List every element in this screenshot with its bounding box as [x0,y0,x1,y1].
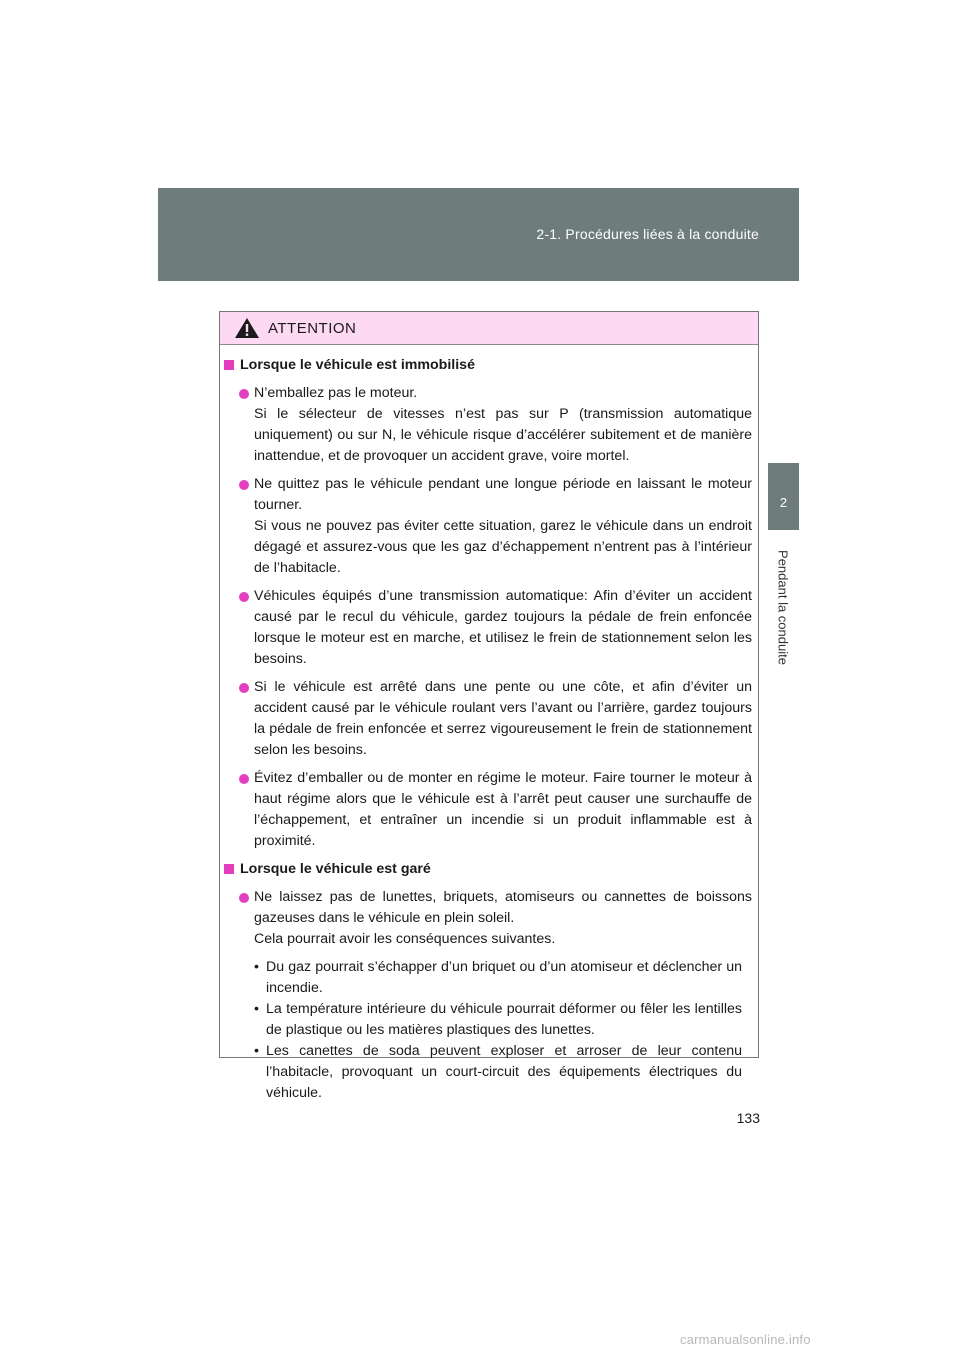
sub-list-item [224,1041,742,1104]
item-text: Véhicules équipés d’une transmission automatique: Afin d’éviter un accident causé par le recul du véhicule, gardez toujours la pédale de frein enfoncée lorsque le moteur est en marche, et utilisez le frein de stationnement selon les besoins. [254,588,752,667]
item-text: Ne quittez pas le véhicule pendant une longue période en laissant le moteur tourner. [254,476,752,513]
section-heading [224,859,752,880]
circle-bullet-icon [239,480,249,490]
dot-bullet: • [254,1043,259,1059]
item-text: Si le sélecteur de vitesses n’est pas sur P (transmission automatique uniquement) ou sur N, le véhicule risque d’accélérer subitement et de manière inattendue, et de provoquer un accident grave, voire mortel. [254,406,752,464]
item-text: N’emballez pas le moteur. [254,385,418,401]
header-band [158,188,799,281]
section-heading-text: Lorsque le véhicule est immobilisé [240,357,475,373]
item-text: Si le véhicule est arrêté dans une pente ou une côte, et afin d’éviter un accident causé par le véhicule roulant vers l’avant ou l’arrière, gardez toujours la pédale de frein enfoncée et serrez vigoureusement le frein de stationnement selon les besoins. [254,679,752,758]
circle-bullet-icon [239,592,249,602]
list-item [224,677,752,761]
circle-bullet-icon [239,893,249,903]
circle-bullet-icon [239,774,249,784]
dot-bullet: • [254,1001,259,1017]
sub-item-text: Les canettes de soda peuvent exploser et arroser de leur contenu l’habitacle, provoquant un court-circuit des équipements électriques du véhicule. [266,1043,742,1101]
warning-triangle-icon [234,317,260,339]
sub-item-text: Du gaz pourrait s’échapper d’un briquet ou d’un atomiseur et déclencher un incendie. [266,959,742,996]
section-heading [224,355,752,376]
warning-content [220,345,758,1104]
list-item [224,768,752,852]
warning-header [220,312,758,345]
square-bullet-icon [224,360,234,370]
sub-list-item [224,957,742,999]
page-number: 133 [736,1110,760,1126]
sub-list-item [224,999,742,1041]
chapter-tab [768,463,799,530]
sub-list [224,957,752,1104]
section-title: 2-1. Procédures liées à la conduite [536,226,759,242]
circle-bullet-icon [239,683,249,693]
chapter-label: Pendant la conduite [775,550,791,665]
circle-bullet-icon [239,389,249,399]
item-text: Évitez d’emballer ou de monter en régime le moteur. Faire tourner le moteur à haut régime alors que le véhicule est à l’arrêt peut causer une surchauffe de l’échappement, et entraîner un incendie si un produit inflammable est à proximité. [254,770,752,849]
section-heading-text: Lorsque le véhicule est garé [240,861,431,877]
item-text: Si vous ne pouvez pas éviter cette situation, garez le véhicule dans un endroit dégagé et assurez-vous que les gaz d’échappement n’entrent pas à l’intérieur de l’habitacle. [254,518,752,576]
chapter-number: 2 [779,495,788,510]
sub-item-text: La température intérieure du véhicule pourrait déformer ou fêler les lentilles de plastique ou les matières plastiques des lunettes. [266,1001,742,1038]
list-item [224,586,752,670]
item-text: Cela pourrait avoir les conséquences suivantes. [254,931,556,947]
chapter-label-container [773,540,793,680]
warning-title: ATTENTION [268,319,357,337]
dot-bullet: • [254,959,259,975]
list-item [224,383,752,467]
watermark: carmanualsonline.info [680,1332,811,1347]
item-text: Ne laissez pas de lunettes, briquets, atomiseurs ou cannettes de boissons gazeuses dans le véhicule en plein soleil. [254,889,752,926]
list-item [224,474,752,579]
warning-box [219,311,759,1101]
square-bullet-icon [224,864,234,874]
list-item [224,887,752,950]
